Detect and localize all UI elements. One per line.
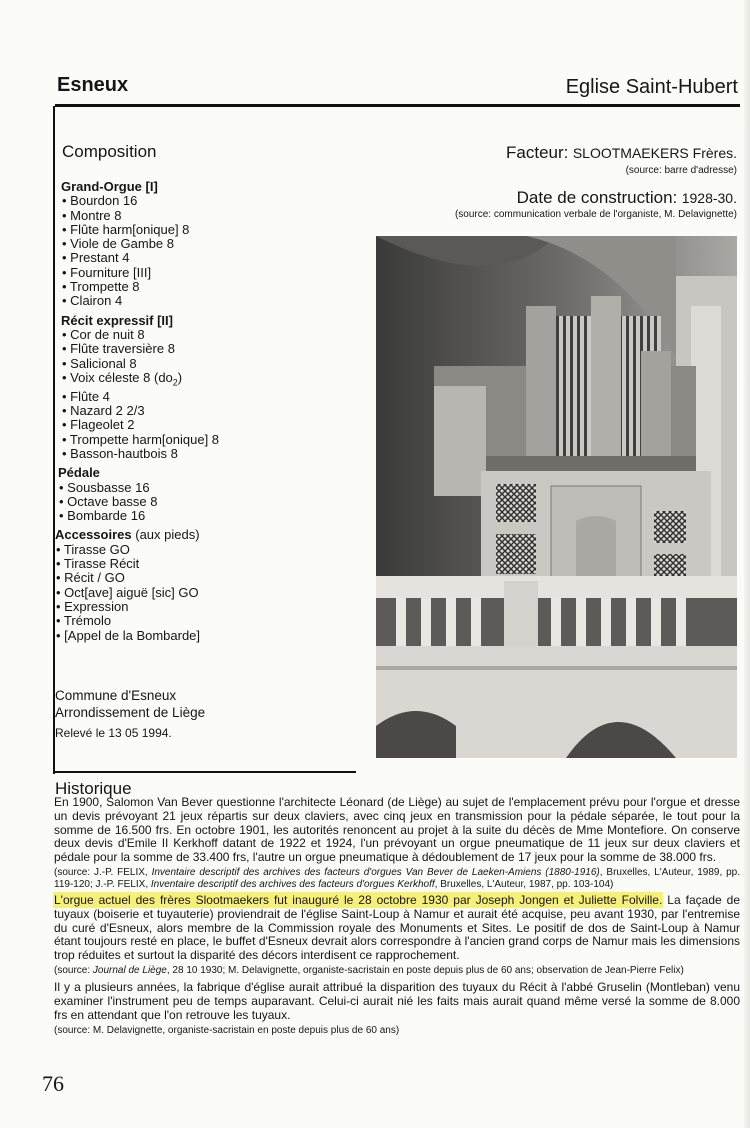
- stop-item: • Cor de nuit 8: [62, 326, 145, 342]
- stop-item: • Trompette harm[onique] 8: [62, 431, 220, 447]
- stop-item: • Nazard 2 2/3: [62, 403, 145, 419]
- page-edge: [744, 0, 750, 1128]
- source-2-part-b: , 28 10 1930; M. Delavignette, organiste-sacristain en poste depuis plus de 60 ans; observation de Jean-Pierre Felix): [166, 964, 684, 976]
- composition-title: Composition: [62, 142, 157, 161]
- facteur-source: (source: barre d'adresse): [625, 165, 737, 176]
- stop-item: • Salicional 8: [62, 355, 137, 371]
- stop-item: • Flageolet 2: [62, 417, 135, 433]
- stop-item: • Récit / GO: [56, 570, 125, 586]
- source-1-part-a: (source: J.-P. FELIX,: [54, 866, 152, 878]
- stop-item: • Prestant 4: [62, 250, 130, 266]
- paragraph-2-rest: La façade de tuyaux (boiserie et tuyauterie) proviendrait de l'église Saint-Loup à Namur et aurait été acquise, peu avant 1930, par l'entremise du curé d'Esneux, alors membre de la Commission royale des Monuments et Sites. Le positif de dos de Saint-Loup à Namur étant toujours resté en place, le buffet d'Esneux devrait alors correspondre à l'ancien grand corps de Namur mais les dimensions trop réduites et surtout la disparité des décors interdisent ce rapprochement.: [54, 892, 740, 963]
- stop-item: • Clairon 4: [62, 293, 123, 309]
- stop-item: • [Appel de la Bombarde]: [56, 627, 201, 643]
- arrondissement: Arrondissement de Liège: [55, 705, 206, 720]
- pedale-title: Pédale: [58, 465, 100, 481]
- facteur-value: SLOOTMAEKERS Frères.: [572, 145, 737, 161]
- header-rule: [55, 104, 740, 107]
- historique-paragraph-3: Il y a plusieurs années, la fabrique d'église aurait attribué la disparition des tuyaux du Récit à l'abbé Gruselin (Montleban) venu examiner l'instrument peu de temps auparavant. Celui-ci aurait nié les faits mais aurait quand même versé la somme de 8.000 frs en attendant que l'on retrouve les tuyaux.: [54, 980, 740, 1023]
- stop-item: • Viole de Gambe 8: [62, 236, 174, 252]
- commune-block: [55, 687, 205, 721]
- date-value: 1928-30.: [681, 190, 737, 206]
- subscript: 2: [172, 377, 178, 388]
- historique-source-3: (source: M. Delavignette, organiste-sacristain en poste depuis plus de 60 ans): [54, 1024, 400, 1036]
- accessoires-list: [55, 543, 361, 643]
- source-1-title-b: Inventaire descriptif des archives des facteurs d'orgues Kerkhoff: [150, 879, 435, 891]
- historique-source-2: [54, 965, 740, 978]
- date-block: [455, 188, 737, 220]
- source-1-part-c: , Bruxelles, L'Auteur, 1987, pp. 103-104): [434, 879, 614, 891]
- stop-item: • Oct[ave] aiguë [sic] GO: [56, 584, 199, 600]
- stop-item: • Voix céleste 8 $(do_2)$: [62, 369, 183, 388]
- header-church: Eglise Saint-Hubert: [565, 76, 738, 98]
- stop-item: • Tirasse GO: [56, 541, 130, 557]
- accessoires-title: [55, 528, 361, 542]
- historique-paragraph-1: En 1900, Salomon Van Bever questionne l'architecte Léonard (de Liège) au sujet de l'emplacement prévu pour l'orgue et dresse un devis prévoyant 21 jeux répartis sur deux claviers, avec cinq jeux en transmission pour la pédale séparée, le tout pour la somme de 16.500 frs. En octobre 1901, les autorités renoncent au projet à la suite du décès de Mme Montefiore. On conserve deux devis d'Emile II Kerkhoff datant de 1922 et 1924, l'un prévoyant un orgue pneumatique de 11 jeux sur deux claviers et pédale pour la somme de 33.400 frs, l'autre un orgue pneumatique à dédoublement de 17 jeux pour la somme de 38.000 frs.: [54, 795, 740, 865]
- stop-item: • Fourniture [III]: [62, 264, 152, 280]
- organ-photo: [376, 236, 737, 758]
- stop-item: • Flûte traversière 8: [62, 341, 175, 357]
- header-location: Esneux: [57, 74, 129, 96]
- historique-rule: [53, 771, 356, 773]
- accessoires-label: Accessoires: [55, 527, 132, 543]
- date-source: (source: communication verbale de l'organiste, M. Delavignette): [454, 209, 737, 220]
- grand-orgue-title: Grand-Orgue [I]: [61, 179, 158, 194]
- stop-item: • Flûte 4: [62, 388, 110, 404]
- stop-item: • Trompette 8: [62, 279, 140, 295]
- facteur-block: [506, 143, 737, 176]
- page-number: 76: [42, 1071, 64, 1096]
- stoplist: [55, 177, 361, 643]
- left-vertical-rule: [53, 106, 55, 774]
- historique-source-1: [54, 867, 740, 892]
- pedale-list: [58, 481, 361, 524]
- facteur-label: Facteur:: [506, 143, 569, 162]
- recit-title: Récit expressif [II]: [61, 312, 173, 328]
- source-2-journal: Journal de Liège: [92, 964, 167, 976]
- commune-name: Commune d'Esneux: [55, 688, 177, 703]
- historique-text: [54, 796, 740, 1039]
- highlighted-inauguration: L'orgue actuel des frères Slootmaekers fut inauguré le 28 octobre 1930 par Joseph Jongen et Juliette Folville.: [54, 892, 663, 907]
- source-1-part-b: , Bruxelles, L'Auteur, 1989, pp. 119-120; J.-P. FELIX,: [54, 866, 741, 891]
- stop-item: • Sousbasse 16: [59, 479, 150, 495]
- stop-item: • Expression: [56, 598, 129, 614]
- stop-item: • Tirasse Récit: [56, 556, 140, 572]
- grand-orgue-list: [61, 194, 361, 308]
- source-2-part-a: (source:: [54, 964, 93, 976]
- date-label: Date de construction:: [516, 188, 678, 207]
- stop-item: • Bombarde 16: [59, 508, 146, 524]
- historique-title: Historique: [55, 779, 132, 798]
- accessoires-note: (aux pieds): [135, 527, 200, 543]
- stop-item: • Flûte harm[onique] 8: [62, 221, 190, 237]
- stop-item: • Montre 8: [62, 207, 122, 223]
- historique-paragraph-2: [54, 894, 740, 963]
- stop-item: • Trémolo: [56, 613, 112, 629]
- stop-item: • Bourdon 16: [62, 193, 138, 209]
- stop-item: • Basson-hautbois 8: [62, 445, 178, 461]
- stop-item: • Octave basse 8: [59, 493, 158, 509]
- releve-date: Relevé le 13 05 1994.: [55, 726, 172, 740]
- recit-list: [61, 328, 361, 461]
- source-1-title-a: Inventaire descriptif des archives des facteurs d'orgues Van Bever de Laeken-Amiens (1880-1916): [151, 866, 600, 878]
